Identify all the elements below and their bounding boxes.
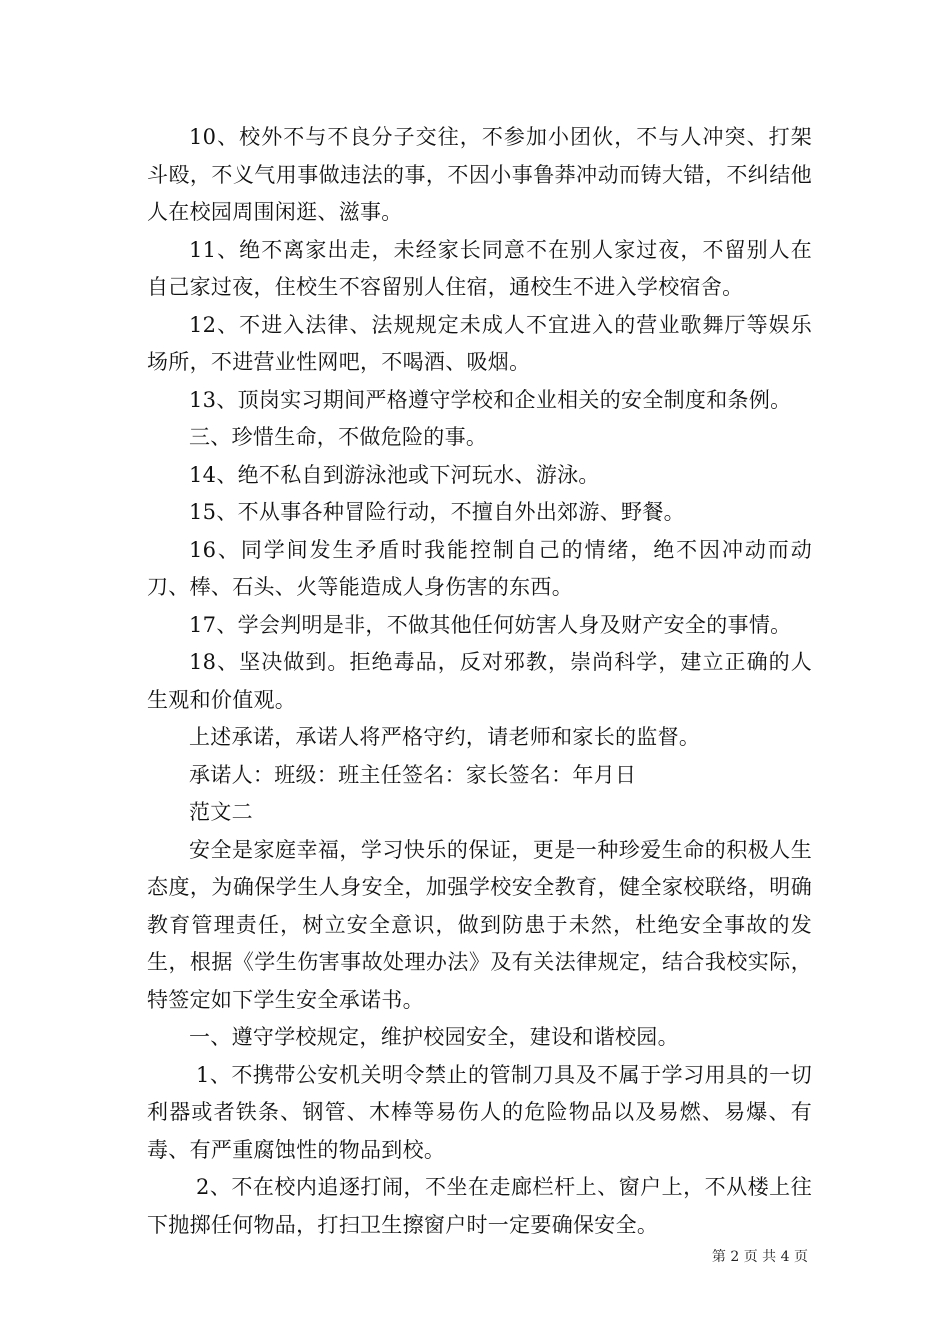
paragraph-item-10: 10、校外不与不良分子交往，不参加小团伙，不与人冲突、打架斗殴，不义气用事做违法的事，不因小事鲁莽冲动而铸大错，不纠结他人在校园周围闲逛、滋事。	[147, 125, 812, 224]
paragraph-item-1: 1、不携带公安机关明令禁止的管制刀具及不属于学习用具的一切利器或者铁条、钢管、木棒等易伤人的危险物品以及易燃、易爆、有毒、有严重腐蚀性的物品到校。	[147, 1062, 812, 1162]
paragraph-item-17: 17、学会判明是非，不做其他任何妨害人身及财产安全的事情。	[189, 612, 792, 637]
paragraph-item-12: 12、不进入法律、法规规定未成人不宜进入的营业歌舞厅等娱乐场所，不进营业性网吧，不喝酒、吸烟。	[147, 312, 812, 374]
signature-line: 承诺人：班级：班主任签名：家长签名：年月日	[189, 762, 637, 787]
section-heading-1: 一、遵守学校规定，维护校园安全，建设和谐校园。	[189, 1025, 679, 1049]
paragraph-item-16: 16、同学间发生矛盾时我能控制自己的情绪，绝不因冲动而动刀、棒、石头、火等能造成人身伤害的东西。	[147, 537, 812, 599]
document-body	[147, 119, 812, 1244]
commitment-statement: 上述承诺，承诺人将严格守约，请老师和家长的监督。	[189, 725, 701, 749]
paragraph-item-14: 14、绝不私自到游泳池或下河玩水、游泳。	[189, 462, 600, 487]
paragraph-item-2: 2、不在校内追逐打闹，不坐在走廊栏杆上、窗户上，不从楼上往下抛掷任何物品，打扫卫生擦窗户时一定要确保安全。	[147, 1175, 812, 1237]
section-heading-3: 三、珍惜生命，不做危险的事。	[189, 425, 488, 449]
page-number: 第 2 页 共 4 页	[711, 1249, 808, 1265]
paragraph-item-15: 15、不从事各种冒险行动，不擅自外出郊游、野餐。	[189, 500, 685, 524]
paragraph-item-18: 18、坚决做到。拒绝毒品，反对邪教，崇尚科学，建立正确的人生观和价值观。	[147, 650, 812, 712]
paragraph-item-11: 11、绝不离家出走，未经家长同意不在别人家过夜，不留别人在自己家过夜，住校生不容留别人住宿，通校生不进入学校宿舍。	[147, 237, 812, 299]
intro-paragraph: 安全是家庭幸福，学习快乐的保证，更是一种珍爱生命的积极人生态度，为确保学生人身安全，加强学校安全教育，健全家校联络，明确教育管理责任，树立安全意识，做到防患于未然，杜绝安全事故的发生，根据《学生伤害事故处理办法》及有关法律规定，结合我校实际，特签定如下学生安全承诺书。	[147, 837, 812, 1012]
paragraph-item-13: 13、顶岗实习期间严格遵守学校和企业相关的安全制度和条例。	[189, 387, 792, 412]
sample-title-2: 范文二	[189, 800, 253, 824]
